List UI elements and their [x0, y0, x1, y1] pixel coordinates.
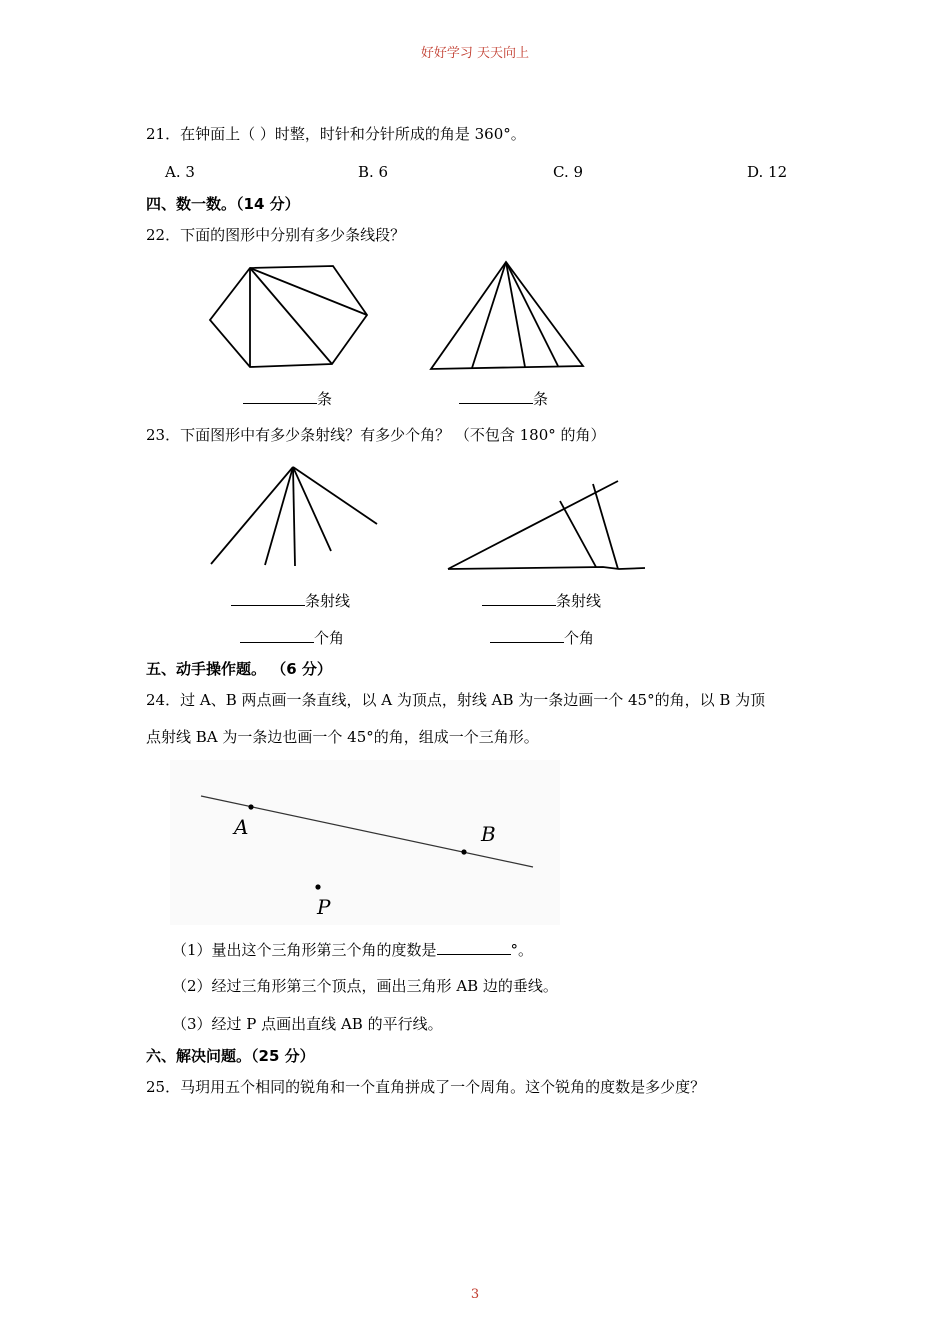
q22-blank-1[interactable]: [243, 387, 317, 404]
section-5-title: 五、动手操作题。 （6 分）: [146, 660, 332, 678]
q24-sub-1-text: （1）量出这个三角形第三个角的度数是: [172, 941, 437, 959]
q23-angle-answer-2: [490, 626, 594, 648]
section-4-title: 四、数一数。（14 分）: [146, 195, 300, 213]
q22-blank-2[interactable]: [459, 387, 533, 404]
q22-hexagon-figure: [200, 260, 380, 375]
q24-sub-3: （3）经过 P 点画出直线 AB 的平行线。: [172, 1015, 443, 1033]
q23-angle-blank-2[interactable]: [490, 626, 564, 643]
q23-ray-unit-1: 条射线: [305, 592, 351, 610]
q24-sub-1-unit: °。: [510, 941, 534, 959]
q21-stem: 21．在钟面上（ ）时整，时针和分针所成的角是 360°。: [146, 125, 526, 143]
q23-angle-figure: [440, 472, 652, 577]
q22-stem: 22．下面的图形中分别有多少条线段？: [146, 226, 406, 244]
q21-option-b: B. 6: [358, 163, 389, 181]
point-a-label: A: [234, 815, 249, 839]
page-number: 3: [470, 1287, 480, 1302]
q24-sub-2: （2）经过三角形第三个顶点，画出三角形 AB 边的垂线。: [172, 977, 558, 995]
q22-answer-1: [243, 387, 332, 409]
q23-angle-answer-1: [240, 626, 344, 648]
q21-option-a: A. 3: [165, 163, 195, 181]
q23-ray-blank-1[interactable]: [231, 589, 305, 606]
q25-stem: 25．马玥用五个相同的锐角和一个直角拼成了一个周角。这个锐角的度数是多少度？: [146, 1078, 706, 1096]
q23-ray-unit-2: 条射线: [556, 592, 602, 610]
q23-rays-answer-1: [231, 589, 350, 611]
q23-angle-unit-1: 个角: [314, 629, 345, 647]
q22-triangle-figure: [425, 258, 590, 373]
q24-line-ab-figure: [170, 760, 560, 925]
q24-sub-1-blank[interactable]: [437, 938, 511, 955]
point-p-label: P: [317, 895, 331, 919]
q22-answer-2: [459, 387, 548, 409]
q24-line-1: 24．过 A、B 两点画一条直线，以 A 为顶点，射线 AB 为一条边画一个 45°的角，以 B 为顶: [146, 691, 766, 709]
section-6-title: 六、解决问题。（25 分）: [146, 1047, 315, 1065]
q21-option-c: C. 9: [553, 163, 584, 181]
q23-rays-answer-2: [482, 589, 601, 611]
q23-angle-blank-1[interactable]: [240, 626, 314, 643]
q23-angle-unit-2: 个角: [564, 629, 595, 647]
q23-rays-figure: [205, 460, 385, 575]
q22-unit-2: 条: [533, 390, 549, 408]
q24-line-2: 点射线 BA 为一条边也画一个 45°的角，组成一个三角形。: [146, 728, 539, 746]
page-header: 好好学习 天天向上: [420, 46, 530, 61]
q22-unit-1: 条: [317, 390, 333, 408]
q23-stem: 23．下面图形中有多少条射线？有多少个角？ （不包含 180° 的角）: [146, 426, 606, 444]
q23-ray-blank-2[interactable]: [482, 589, 556, 606]
q24-sub-1: [172, 938, 533, 960]
q21-option-d: D. 12: [747, 163, 788, 181]
point-b-label: B: [481, 822, 496, 846]
